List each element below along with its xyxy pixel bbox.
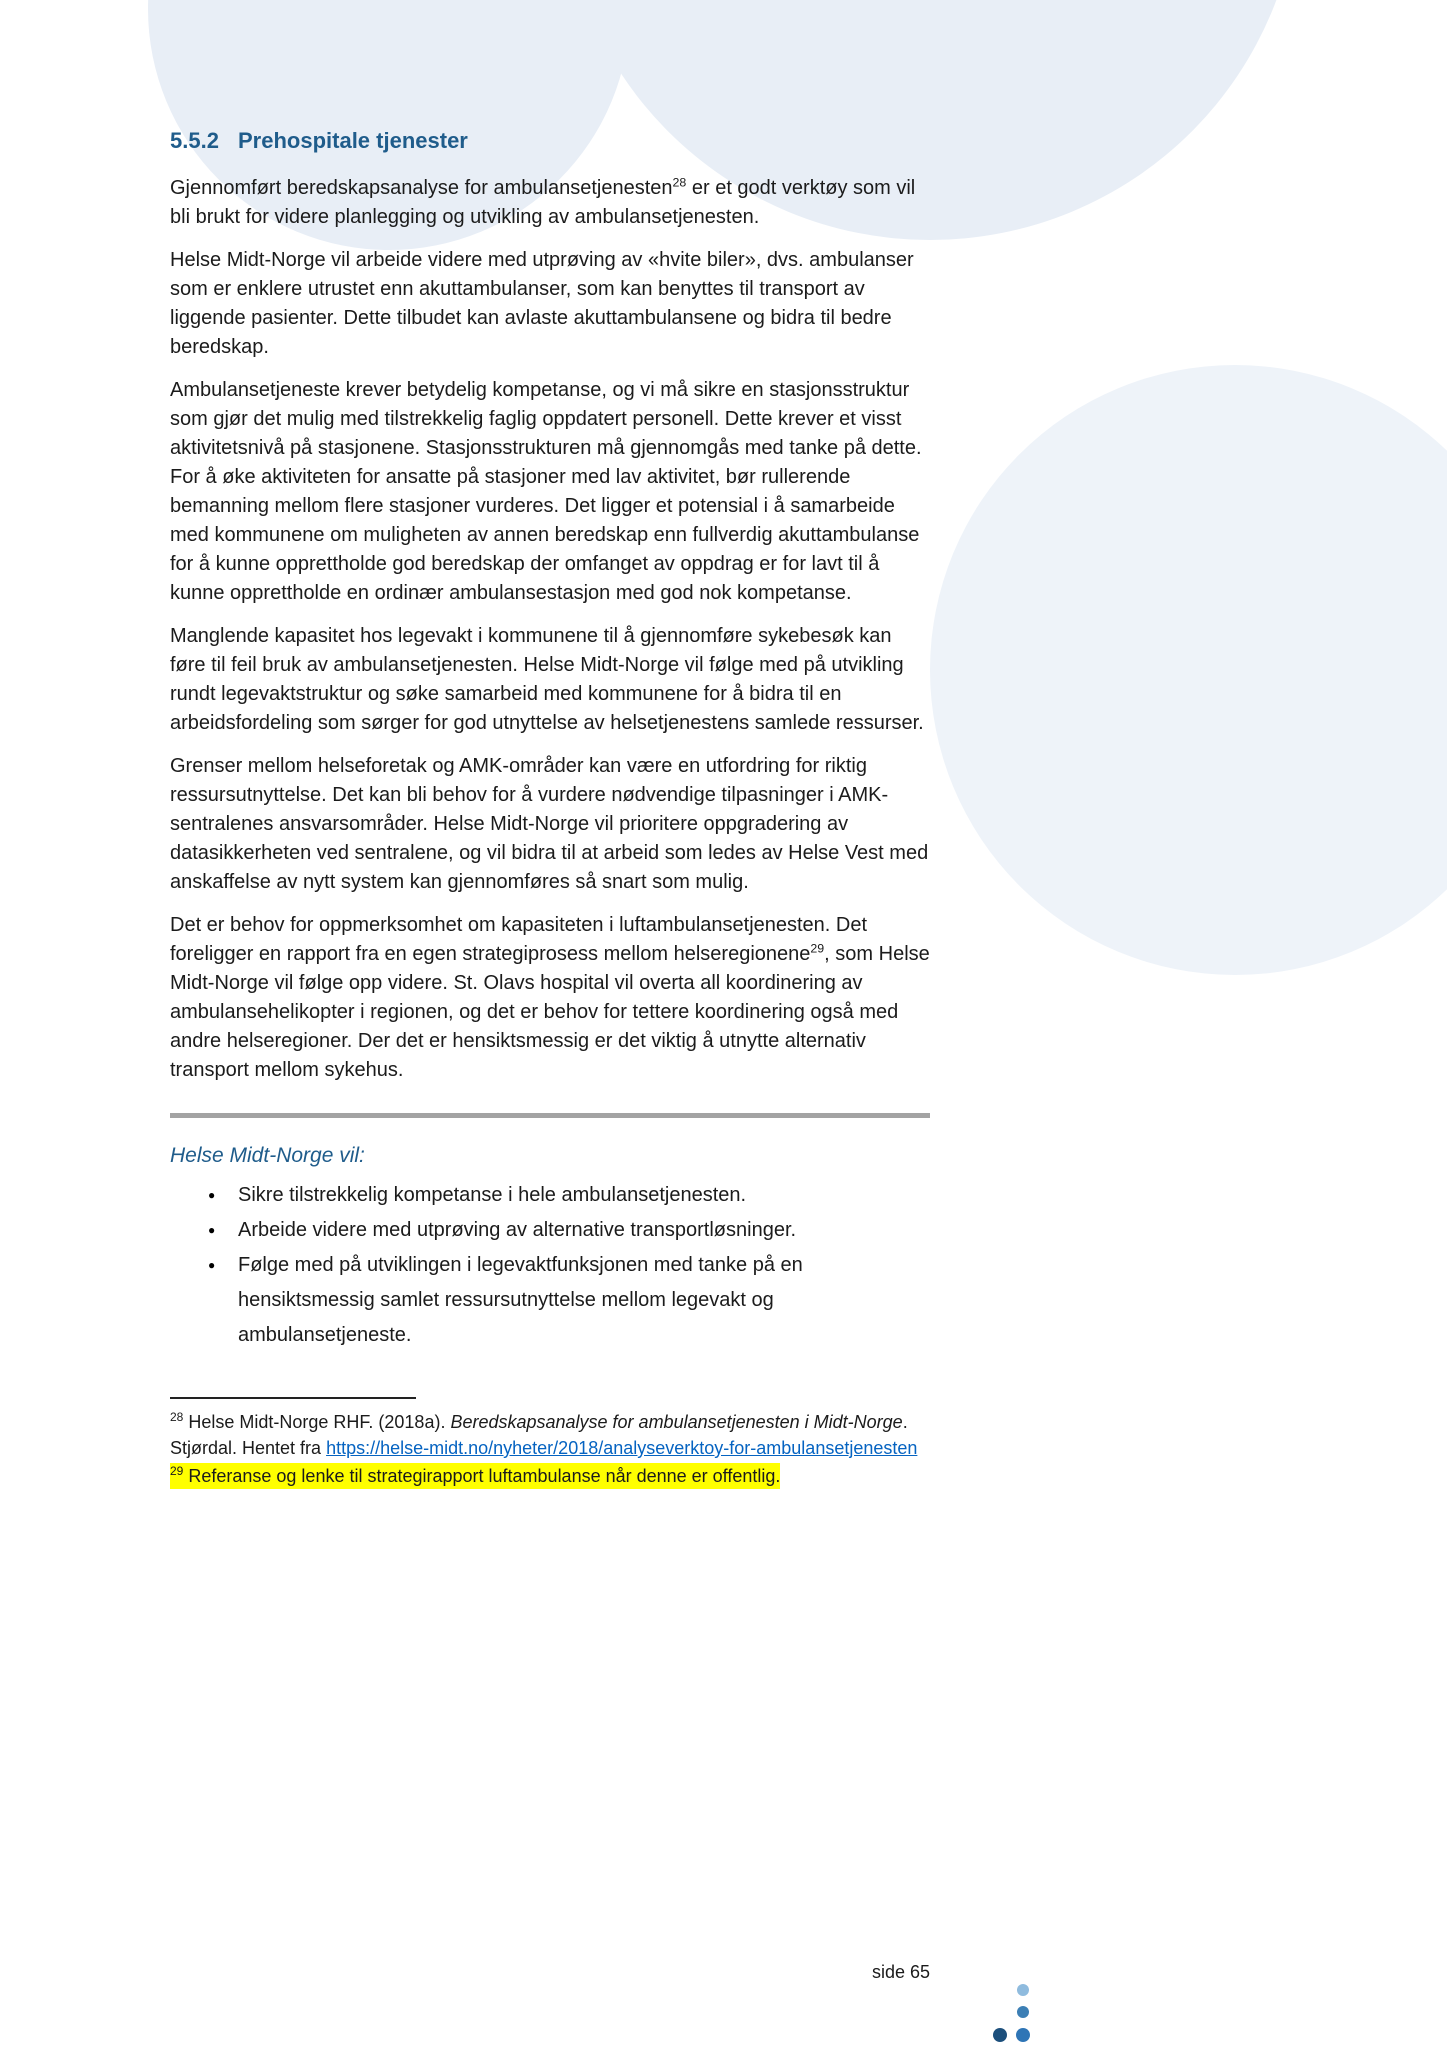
paragraph-3: Ambulansetjeneste krever betydelig kompetanse, og vi må sikre en stasjonsstruktur som gjør det mulig med tilstrekkelig faglig oppdatert personell. Dette krever et visst aktivitetsnivå på stasjonene. Stasjonsstrukturen må gjennomgås med tanke på dette. For å øke aktiviteten for ansatte på stasjoner med lav aktivitet, bør rullerende bemanning mellom flere stasjoner vurderes. Det ligger et potensial i å samarbeide med kommunene om muligheten av annen beredskap enn fullverdig akuttambulanse for å kunne opprettholde god beredskap der omfanget av oppdrag er for lavt til å kunne opprettholde en ordinær ambulansestasjon med god nok kompetanse. <box>170 379 922 604</box>
action-list-heading: Helse Midt-Norge vil: <box>170 1144 365 1167</box>
list-item <box>208 1213 930 1248</box>
footnote-reference-title: Beredskapsanalyse for ambulansetjenesten i Midt-Norge <box>450 1412 903 1432</box>
action-list <box>208 1178 930 1353</box>
footnote-number: 29 <box>170 1464 184 1478</box>
paragraph-2: Helse Midt-Norge vil arbeide videre med utprøving av «hvite biler», dvs. ambulanser som er enklere utrustet enn akuttambulanser, som kan benyttes til transport av liggende pasienter. Dette tilbudet kan avlaste akuttambulansene og bidra til bedre beredskap. <box>170 249 914 358</box>
footnote-text: Helse Midt-Norge RHF. (2018a). <box>183 1412 451 1432</box>
section-number: 5.5.2 <box>170 128 219 153</box>
footnote-text: Referanse og lenke til strategirapport luftambulanse når denne er offentlig. <box>183 1466 781 1486</box>
footnote-text: . Stjørdal. Hentet fra <box>170 1412 908 1458</box>
paragraph-text: er et godt verktøy som vil bli brukt for videre planlegging og utvikling av ambulansetjenesten. <box>170 177 916 228</box>
paragraph-5: Grenser mellom helseforetak og AMK-områder kan være en utfordring for riktig ressursutnyttelse. Det kan bli behov for å vurdere nødvendige tilpasninger i AMK-sentralenes ansvarsområder. Helse Midt-Norge vil prioritere oppgradering av datasikkerheten ved sentralene, og vil bidra til at arbeid som ledes av Helse Vest med anskaffelse av nytt system kan gjennomføres så snart som mulig. <box>170 755 929 893</box>
paragraph-text: Gjennomført beredskapsanalyse for ambulansetjenesten <box>170 177 673 199</box>
footnote-28 <box>170 1409 930 1461</box>
list-item-text: Følge med på utviklingen i legevaktfunksjonen med tanke på en hensiktsmessig samlet ressursutnyttelse mellom legevakt og ambulansetjeneste. <box>238 1254 803 1346</box>
footnote-ref-29: 29 <box>810 941 825 956</box>
section-divider <box>170 1113 930 1118</box>
list-item <box>208 1178 930 1213</box>
decorative-circle-right <box>930 365 1447 975</box>
document-content <box>170 128 930 1489</box>
footnote-separator <box>170 1397 416 1399</box>
footnote-ref-28: 28 <box>672 175 687 190</box>
paragraph-6 <box>170 911 930 1085</box>
paragraph-1 <box>170 174 930 232</box>
page-number: side 65 <box>871 1962 930 1982</box>
section-title: Prehospitale tjenester <box>238 128 468 153</box>
paragraph-4: Manglende kapasitet hos legevakt i kommunene til å gjennomføre sykebesøk kan føre til feil bruk av ambulansetjenesten. Helse Midt-Norge vil følge med på utvikling rundt legevaktstruktur og søke samarbeid med kommunene for å bidra til en arbeidsfordeling som sørger for god utnyttelse av helsetjenestens samlede ressurser. <box>170 625 924 734</box>
list-item-text: Sikre tilstrekkelig kompetanse i hele ambulansetjenesten. <box>238 1184 747 1206</box>
list-item <box>208 1248 930 1353</box>
footnote-link[interactable]: https://helse-midt.no/nyheter/2018/analyseverktoy-for-ambulansetjenesten <box>326 1438 918 1458</box>
helse-midt-norge-logo <box>990 1980 1070 2048</box>
footnote-number: 28 <box>170 1410 184 1424</box>
paragraph-text: , som Helse Midt-Norge vil følge opp videre. St. Olavs hospital vil overta all koordinering av ambulansehelikopter i regionen, og det er behov for tettere koordinering også med andre helseregioner. Der det er hensiktsmessig er det viktig å utnytte alternativ transport mellom sykehus. <box>170 943 930 1081</box>
list-item-text: Arbeide videre med utprøving av alternative transportløsninger. <box>238 1219 797 1241</box>
footnote-29 <box>170 1463 780 1489</box>
paragraph-text: Det er behov for oppmerksomhet om kapasiteten i luftambulansetjenesten. Det foreligger en rapport fra en egen strategiprosess mellom helseregionene <box>170 914 868 965</box>
section-heading <box>170 128 930 154</box>
